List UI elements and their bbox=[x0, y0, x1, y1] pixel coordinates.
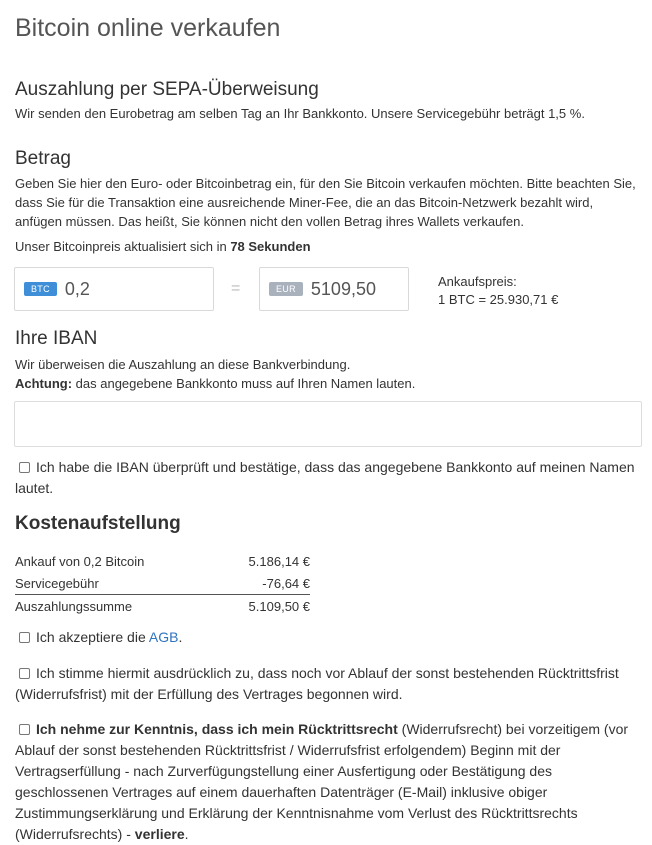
amount-description: Geben Sie hier den Euro- oder Bitcoinbetrag ein, für den Sie Bitcoin verkaufen möchten. Bitte beachten Sie, dass Sie für die Transaktion eine ausreichende Miner-Fee, die an das Bitcoin-Netzwerk bezahlt wird, anfügen müssen. Das heißt, Sie können nicht den vollen Betrag ihres Wallets verkaufen. bbox=[15, 176, 636, 229]
eur-amount-value: 5109,50 bbox=[310, 278, 376, 299]
costs-row-fee bbox=[15, 572, 310, 595]
costs-row-label: Servicegebühr bbox=[15, 575, 99, 591]
costs-row-purchase bbox=[15, 550, 310, 572]
payout-heading: Auszahlung per SEPA-Überweisung bbox=[15, 79, 319, 100]
iban-confirm-row bbox=[15, 457, 645, 499]
costs-row-value: 5.186,14 € bbox=[248, 553, 310, 569]
price-info bbox=[438, 273, 558, 309]
eur-amount-field[interactable] bbox=[259, 267, 409, 311]
notice-text: (Widerrufsrecht) bei vorzeitigem (vor Ablauf der sonst bestehenden Rücktrittsfrist / Widerrufsfrist erfolgendem) Beginn mit der Vertragserfüllung - nach Zurverfügungstellung einer Ausfertigung oder Bestätigung des geschlossenen Vertrages auf einem dauerhaften Datenträger (E-Mail) inklusive obiger Zustimmungserklärung und Erklärung der Kenntnisnahme vom Verlust des Rücktrittsrechts (Widerrufsrechts) - bbox=[15, 721, 629, 842]
btc-amount-field[interactable] bbox=[14, 267, 214, 311]
price-value: 1 BTC = 25.930,71 € bbox=[438, 292, 559, 307]
eur-currency-badge: EUR bbox=[269, 282, 303, 296]
costs-row-value: 5.109,50 € bbox=[248, 598, 310, 614]
costs-row-label: Auszahlungssumme bbox=[15, 598, 133, 614]
withdrawal-checkbox[interactable] bbox=[19, 668, 30, 679]
agb-link[interactable]: AGB bbox=[148, 629, 179, 645]
iban-confirm-checkbox[interactable] bbox=[19, 462, 30, 473]
iban-confirm-text: Ich habe die IBAN überprüft und bestätige, dass das angegebene Bankkonto auf meinen Namen lautet. bbox=[15, 459, 635, 496]
notice-bold-text: Ich nehme zur Kenntnis, dass ich mein Rücktrittsrecht bbox=[36, 721, 398, 737]
notice-end: . bbox=[184, 826, 189, 842]
costs-row-total bbox=[15, 595, 310, 617]
iban-input[interactable] bbox=[14, 401, 642, 447]
btc-amount-value: 0,2 bbox=[64, 278, 90, 299]
costs-row-label: Ankauf von 0,2 Bitcoin bbox=[15, 553, 145, 569]
price-label: Ankaufspreis: bbox=[438, 274, 517, 289]
agb-prefix: Ich akzeptiere die bbox=[36, 629, 149, 645]
notice-consent-row bbox=[15, 719, 645, 845]
attention-label: Achtung: bbox=[15, 376, 73, 391]
iban-heading: Ihre IBAN bbox=[15, 328, 98, 349]
price-update-seconds: 78 Sekunden bbox=[230, 239, 311, 254]
btc-currency-badge: BTC bbox=[24, 282, 57, 296]
agb-consent-row bbox=[15, 627, 645, 648]
agb-suffix: . bbox=[178, 629, 183, 645]
costs-row-value: -76,64 € bbox=[262, 575, 310, 591]
costs-heading: Kostenaufstellung bbox=[15, 513, 181, 534]
price-update-prefix: Unser Bitcoinpreis aktualisiert sich in bbox=[15, 239, 231, 254]
agb-checkbox[interactable] bbox=[19, 632, 30, 643]
iban-info bbox=[15, 355, 645, 393]
amount-heading: Betrag bbox=[15, 148, 71, 169]
attention-text: das angegebene Bankkonto muss auf Ihren Namen lauten. bbox=[72, 376, 416, 391]
notice-checkbox[interactable] bbox=[19, 724, 30, 735]
price-update-notice bbox=[15, 237, 311, 256]
iban-line1: Wir überweisen die Auszahlung an diese Bankverbindung. bbox=[15, 357, 351, 372]
costs-table bbox=[15, 550, 310, 617]
withdrawal-consent-row bbox=[15, 663, 645, 705]
notice-end-bold: verliere bbox=[134, 826, 185, 842]
withdrawal-consent-text: Ich stimme hiermit ausdrücklich zu, dass noch vor Ablauf der sonst bestehenden Rücktrittsfrist (Widerrufsfrist) mit der Erfüllung des Vertrages begonnen wird. bbox=[15, 665, 619, 702]
payout-text: Wir senden den Eurobetrag am selben Tag an Ihr Bankkonto. Unsere Servicegebühr beträgt 1,5 %. bbox=[15, 106, 585, 121]
page-title: Bitcoin online verkaufen bbox=[15, 14, 281, 42]
equals-sign: = bbox=[231, 280, 241, 297]
iban-attention bbox=[15, 374, 645, 393]
